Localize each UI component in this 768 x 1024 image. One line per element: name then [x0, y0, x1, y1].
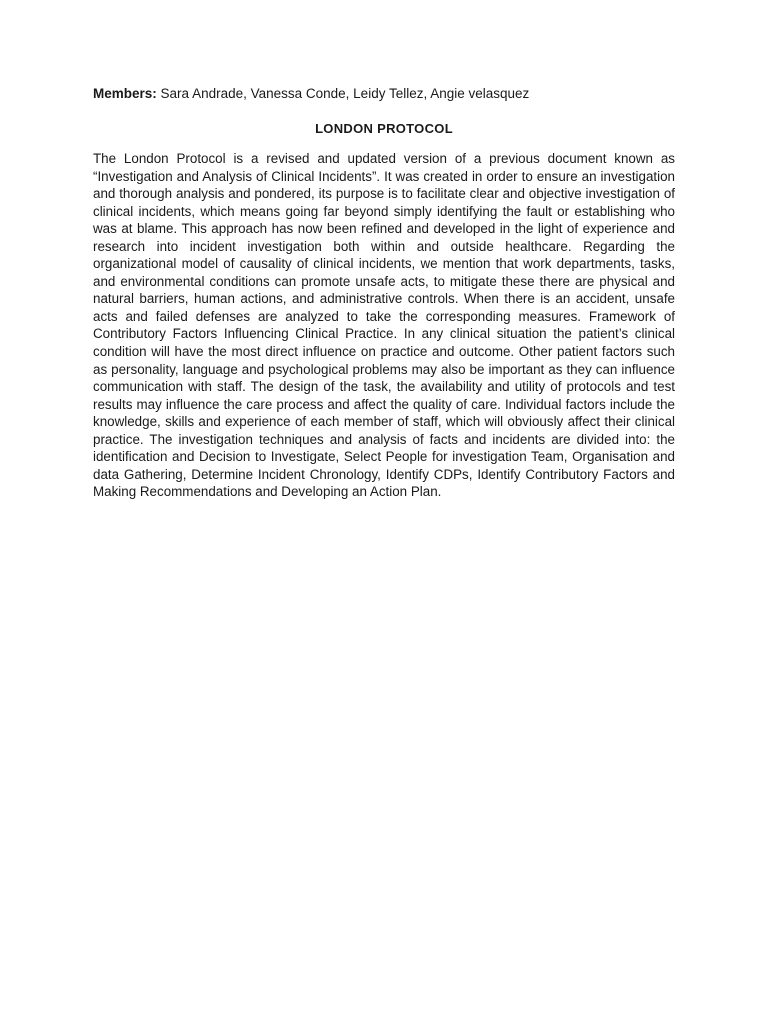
document-content: [93, 84, 675, 514]
document-title: LONDON PROTOCOL: [315, 121, 453, 136]
members-line: [93, 84, 675, 103]
members-label: Members:: [93, 86, 157, 101]
body-paragraph: The London Protocol is a revised and updated version of a previous document known as “Investigation and Analysis of Clinical Incidents”. It was created in order to ensure an investigation and thorough analysis and pondered, its purpose is to facilitate clear and objective investigation of clinical incidents, which means going far beyond simply identifying the fault or establishing who was at blame. This approach has now been refined and developed in the light of experience and research into incident investigation both within and outside healthcare. Regarding the organizational model of causality of clinical incidents, we mention that work departments, tasks, and environmental conditions can promote unsafe acts, to mitigate these there are physical and natural barriers, human actions, and administrative controls. When there is an accident, unsafe acts and failed defenses are analyzed to take the corresponding measures. Framework of Contributory Factors Influencing Clinical Practice. In any clinical situation the patient’s clinical condition will have the most direct influence on practice and outcome. Other patient factors such as personality, language and psychological problems may also be important as they can influence communication with staff. The design of the task, the availability and utility of protocols and test results may influence the care process and affect the quality of care. Individual factors include the knowledge, skills and experience of each member of staff, which will obviously affect their clinical practice. The investigation techniques and analysis of facts and incidents are divided into: the identification and Decision to Investigate, Select People for investigation Team, Organisation and data Gathering, Determine Incident Chronology, Identify CDPs, Identify Contributory Factors and Making Recommendations and Developing an Action Plan.: [93, 151, 675, 500]
members-names: Sara Andrade, Vanessa Conde, Leidy Tellez, Angie velasquez: [160, 86, 530, 101]
